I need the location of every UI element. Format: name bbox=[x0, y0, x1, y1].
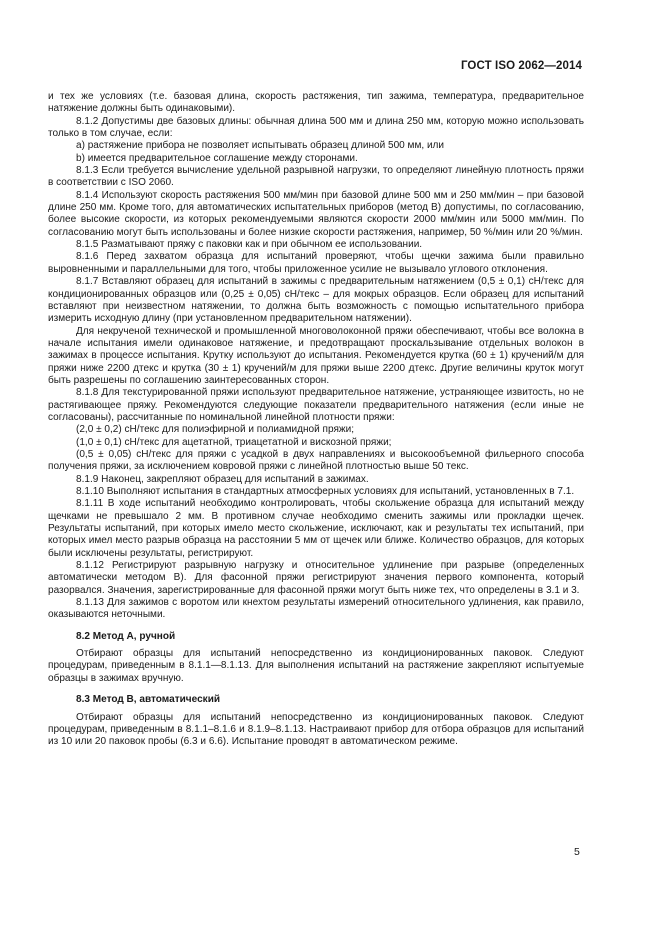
list-item-pretension-2: (1,0 ± 0,1) сН/текс для ацетатной, триацетатной и вискозной пряжи; bbox=[76, 436, 392, 448]
paragraph-method-a: Отбирают образцы для испытаний непосредственно из кондиционированных паковок. Следуют процедурам, приведенным в 8.1.1—8.1.13. Для выполнения испытаний на растяжение закрепляют испытуемые образцы в зажимах вручную. bbox=[48, 648, 584, 684]
paragraph-8-1-13: 8.1.13 Для зажимов с воротом или кнехтом результаты измерений относительного удлинения, как правило, оказываются неточными. bbox=[48, 597, 584, 621]
paragraph-continuation: и тех же условиях (т.е. базовая длина, скорость растяжения, тип зажима, температура, предварительное натяжение должны быть одинаковыми). bbox=[48, 91, 584, 115]
paragraph-8-1-12: 8.1.12 Регистрируют разрывную нагрузку и относительное удлинение при разрыве (определенных автоматически методом B). Для фасонной пряжи регистрируют значения первого компонента, который разорвался. Значения, зарегистрированные для фасонной пряжи могут быть ниже тех, что определены в 3.1 и 3. bbox=[48, 560, 584, 596]
list-item-a: a) растяжение прибора не позволяет испытывать образец длиной 500 мм, или bbox=[76, 140, 445, 152]
paragraph-untwisted-yarn: Для некрученой технической и промышленной многоволоконной пряжи обеспечивают, чтобы все волокна в начале испытания имели одинаковое натяжение, и предотвращают проскальзывание отдельных волокон в зажимах в процессе испытания. Крутку используют до испытания. Рекомендуется крутка (60 ± 1) кручений/м для пряжи ниже 2200 дтекс и крутка (30 ± 1) кручений/м для пряжи выше 2200 дтекс. Другие величины круток могут быть разрешены по соглашению заинтересованных сторон. bbox=[48, 325, 584, 386]
page-number: 5 bbox=[574, 846, 580, 858]
paragraph-8-1-4: 8.1.4 Используют скорость растяжения 500 мм/мин при базовой длине 500 мм и 250 мм/мин – при базовой длине 250 мм. Кроме того, для автоматических испытательных приборов (метод B) допустимы, по согласованию, более высокие скорости, из которых рекомендуемыми являются скорости 2000 мм/мин или 5000 мм/мин. По согласованию могут быть использованы и более низкие скорости растяжения, например, 50 %/мин или 20 %/мин. bbox=[48, 189, 584, 238]
paragraph-8-1-2: 8.1.2 Допустимы две базовых длины: обычная длина 500 мм и длина 250 мм, которую можно использовать только в том случае, если: bbox=[48, 115, 584, 140]
paragraph-8-1-11: 8.1.11 В ходе испытаний необходимо контролировать, чтобы скольжение образца для испытаний между щечками не превышало 2 мм. В противном случае необходимо сменить зажимы или прокладки щечек. Результаты испытаний, при которых имело место скольжение, исключают, как и результаты тех испытаний, при которых имел место разрыв образца на расстоянии 5 мм от щечек или ближе. Количество образцов, для которых были исключены результаты, регистрируют. bbox=[48, 498, 584, 559]
document-body bbox=[48, 91, 584, 749]
paragraph-8-1-3: 8.1.3 Если требуется вычисление удельной разрывной нагрузки, то определяют линейную плотность пряжи в соответствии с ISO 2060. bbox=[48, 165, 584, 189]
paragraph-8-1-9: 8.1.9 Наконец, закрепляют образец для испытаний в зажимах. bbox=[76, 473, 369, 485]
paragraph-8-1-7: 8.1.7 Вставляют образец для испытаний в зажимы с предварительным натяжением (0,5 ± 0,1) сН/текс для кондиционированных образцов или (0,25 ± 0,05) сН/текс – для мокрых образцов. Если образец для испытаний вставляют при неизвестном натяжении, то должна быть возможность с помощью испытательного прибора измерить исходную длину (при установленном предварительном натяжении). bbox=[48, 276, 584, 325]
section-heading-method-b: 8.3 Метод В, автоматический bbox=[76, 694, 221, 706]
paragraph-8-1-6: 8.1.6 Перед захватом образца для испытаний проверяют, чтобы щечки зажима были правильно выровненными и параллельными для того, чтобы приложенное усилие не вызывало углового отклонения. bbox=[48, 251, 584, 275]
paragraph-8-1-5: 8.1.5 Разматывают пряжу с паковки как и при обычном ее использовании. bbox=[76, 239, 423, 251]
paragraph-8-1-8: 8.1.8 Для текстурированной пряжи используют предварительное натяжение, устраняющее извитость, но не растягивающее пряжу. Рекомендуются следующие показатели предварительного натяжения (если иные не согласованы), рассчитанные по номинальной линейной плотности пряжи: bbox=[48, 387, 584, 423]
paragraph-8-1-10: 8.1.10 Выполняют испытания в стандартных атмосферных условиях для испытаний, установленных в 7.1. bbox=[76, 486, 575, 497]
standard-header: ГОСТ ISO 2062—2014 bbox=[460, 60, 582, 72]
list-item-b: b) имеется предварительное соглашение между сторонами. bbox=[76, 152, 358, 164]
paragraph-method-b: Отбирают образцы для испытаний непосредственно из кондиционированных паковок. Следуют процедурам, приведенным в 8.1.1–8.1.6 и 8.1.9–8.1.13. Настраивают прибор для отбора образцов для испытаний из 10 или 20 паковок пробы (6.3 и 6.6). Испытание проводят в автоматическом режиме. bbox=[48, 711, 584, 748]
list-item-pretension-1: (2,0 ± 0,2) сН/текс для полиэфирной и полиамидной пряжи; bbox=[76, 424, 355, 436]
list-item-pretension-3: (0,5 ± 0,05) сН/текс для пряжи с усадкой в двух направлениях и высокообъемной фильерного способа получения пряжи, за исключением ковровой пряжи с линейной плотностью выше 50 текс. bbox=[48, 448, 584, 473]
section-heading-method-a: 8.2 Метод А, ручной bbox=[76, 630, 176, 642]
